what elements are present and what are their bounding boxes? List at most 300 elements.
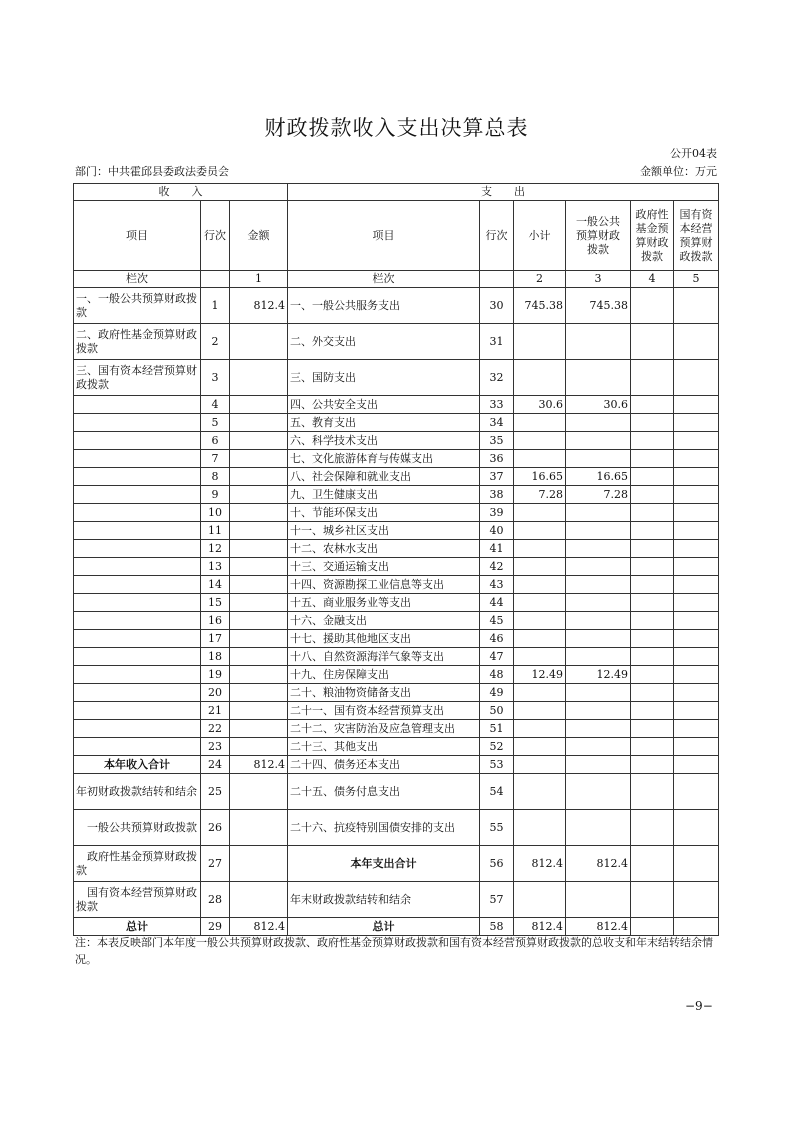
income-row-no: 25 [201,774,230,810]
general-budget-amount [566,504,631,522]
expense-item: 年末财政拨款结转和结余 [288,882,480,918]
income-item [74,576,201,594]
general-budget-amount [566,522,631,540]
expense-item: 十七、援助其他地区支出 [288,630,480,648]
subtotal-amount: 745.38 [514,288,566,324]
general-budget-amount [566,432,631,450]
expense-item: 二十二、灾害防治及应急管理支出 [288,720,480,738]
column-header-row [74,201,719,271]
gov-fund-amount [631,918,674,936]
gov-fund-amount [631,738,674,756]
table-row [74,540,719,558]
income-amount: 812.4 [230,918,288,936]
gov-fund-amount [631,666,674,684]
general-budget-amount: 16.65 [566,468,631,486]
general-budget-amount [566,648,631,666]
soe-capital-amount [674,450,719,468]
table-row [74,666,719,684]
income-item [74,432,201,450]
general-budget-amount [566,594,631,612]
income-amount [230,576,288,594]
subtotal-amount [514,414,566,432]
general-budget-amount [566,414,631,432]
income-amount [230,360,288,396]
soe-capital-amount [674,558,719,576]
expense-row-no: 41 [480,540,514,558]
gov-fund-amount [631,612,674,630]
soe-capital-amount [674,882,719,918]
table-note: 注：本表反映部门本年度一般公共预算财政拨款、政府性基金预算财政拨款和国有资本经营预算财政拨款的总收支和年末结转结余情况。 [75,936,713,966]
expense-item: 总计 [288,918,480,936]
income-item [74,468,201,486]
soe-capital-amount [674,774,719,810]
soe-capital-amount [674,504,719,522]
income-amount [230,666,288,684]
soe-capital-amount [674,630,719,648]
income-row-no: 6 [201,432,230,450]
table-row [74,468,719,486]
income-item [74,702,201,720]
income-item: 一、一般公共预算财政拨款 [74,288,201,324]
expense-item: 三、国防支出 [288,360,480,396]
income-amount [230,540,288,558]
table-row [74,486,719,504]
expense-row-no: 48 [480,666,514,684]
col-header-expense-item: 项目 [288,201,480,271]
page-number: −9− [685,999,713,1013]
income-row-no: 18 [201,648,230,666]
gov-fund-amount [631,558,674,576]
general-budget-amount [566,612,631,630]
soe-capital-amount [674,612,719,630]
gov-fund-amount [631,702,674,720]
income-amount [230,324,288,360]
general-budget-amount [566,540,631,558]
general-budget-amount [566,702,631,720]
general-budget-amount [566,324,631,360]
general-budget-amount [566,360,631,396]
income-item: 政府性基金预算财政拨款 [74,846,201,882]
table-row [74,414,719,432]
expense-row-no: 54 [480,774,514,810]
col-header-income-row-no: 行次 [201,201,230,271]
income-row-no: 12 [201,540,230,558]
income-item [74,450,201,468]
subtotal-amount [514,594,566,612]
table-row [74,450,719,468]
subtotal-amount [514,504,566,522]
gov-fund-amount [631,324,674,360]
soe-capital-amount [674,324,719,360]
expense-row-no: 31 [480,324,514,360]
expense-row-no: 56 [480,846,514,882]
gov-fund-amount [631,594,674,612]
table-row [74,324,719,360]
income-row-no: 10 [201,504,230,522]
table-row [74,558,719,576]
expense-row-no: 33 [480,396,514,414]
expense-row-no: 36 [480,450,514,468]
income-amount [230,810,288,846]
table-row [74,846,719,882]
subtotal-amount: 16.65 [514,468,566,486]
general-budget-amount [566,756,631,774]
expense-row-no: 43 [480,576,514,594]
table-row [74,576,719,594]
income-amount [230,774,288,810]
expense-item: 十八、自然资源海洋气象等支出 [288,648,480,666]
subtotal-amount [514,702,566,720]
income-group-header: 收 入 [74,184,288,201]
general-budget-amount [566,738,631,756]
gov-fund-amount [631,468,674,486]
expense-item: 六、科学技术支出 [288,432,480,450]
subtotal-amount [514,882,566,918]
table-row [74,810,719,846]
gov-fund-amount [631,288,674,324]
table-row [74,720,719,738]
income-item [74,594,201,612]
income-item [74,738,201,756]
col-index-3: 3 [566,271,631,288]
expense-item: 八、社会保障和就业支出 [288,468,480,486]
subtotal-amount [514,684,566,702]
expense-row-no: 42 [480,558,514,576]
subtotal-amount: 12.49 [514,666,566,684]
income-row-no: 26 [201,810,230,846]
income-amount [230,630,288,648]
gov-fund-amount [631,774,674,810]
col-header-subtotal: 小计 [514,201,566,271]
subtotal-amount [514,576,566,594]
general-budget-amount: 745.38 [566,288,631,324]
income-item [74,648,201,666]
expense-row-no: 32 [480,360,514,396]
gov-fund-amount [631,486,674,504]
general-budget-amount [566,882,631,918]
income-row-no: 2 [201,324,230,360]
income-row-no: 20 [201,684,230,702]
soe-capital-amount [674,756,719,774]
gov-fund-amount [631,396,674,414]
income-row-no: 24 [201,756,230,774]
gov-fund-amount [631,360,674,396]
gov-fund-amount [631,756,674,774]
col-header-expense-row-no: 行次 [480,201,514,271]
income-row-no: 8 [201,468,230,486]
income-amount [230,612,288,630]
gov-fund-amount [631,648,674,666]
subtotal-amount [514,522,566,540]
expense-item: 十六、金融支出 [288,612,480,630]
soe-capital-amount [674,684,719,702]
department-label: 部门：中共霍邱县委政法委员会 [75,165,229,178]
expense-row-no: 46 [480,630,514,648]
expense-item: 四、公共安全支出 [288,396,480,414]
page-title: 财政拨款收入支出决算总表 [264,116,529,140]
expense-row-no: 34 [480,414,514,432]
income-row-no: 29 [201,918,230,936]
gov-fund-amount [631,846,674,882]
income-amount [230,414,288,432]
gov-fund-amount [631,522,674,540]
subtotal-amount: 30.6 [514,396,566,414]
table-row [74,594,719,612]
subtotal-amount [514,630,566,648]
gov-fund-amount [631,684,674,702]
income-row-no: 17 [201,630,230,648]
income-row-no: 23 [201,738,230,756]
expense-item: 二十四、债务还本支出 [288,756,480,774]
soe-capital-amount [674,918,719,936]
general-budget-amount: 7.28 [566,486,631,504]
income-item: 总计 [74,918,201,936]
general-budget-amount [566,684,631,702]
general-budget-amount [566,450,631,468]
soe-capital-amount [674,594,719,612]
general-budget-amount [566,810,631,846]
income-row-no: 14 [201,576,230,594]
expense-item: 一、一般公共服务支出 [288,288,480,324]
income-amount [230,486,288,504]
table-row [74,702,719,720]
expense-row-no: 44 [480,594,514,612]
table-row [74,630,719,648]
income-row-no: 19 [201,666,230,684]
income-amount [230,702,288,720]
income-item [74,522,201,540]
general-budget-amount [566,558,631,576]
expense-row-no: 50 [480,702,514,720]
table-row [74,432,719,450]
col-header-general-budget: 一般公共预算财政拨款 [566,201,631,271]
general-budget-amount: 12.49 [566,666,631,684]
income-amount [230,396,288,414]
expense-row-no: 37 [480,468,514,486]
gov-fund-amount [631,504,674,522]
soe-capital-amount [674,414,719,432]
expense-item: 九、卫生健康支出 [288,486,480,504]
expense-item: 五、教育支出 [288,414,480,432]
soe-capital-amount [674,432,719,450]
expense-row-no: 38 [480,486,514,504]
soe-capital-amount [674,540,719,558]
soe-capital-amount [674,666,719,684]
soe-capital-amount [674,396,719,414]
subtotal-amount [514,540,566,558]
income-item [74,630,201,648]
gov-fund-amount [631,576,674,594]
income-item [74,558,201,576]
income-item [74,666,201,684]
expense-row-no: 49 [480,684,514,702]
col-index-5: 5 [674,271,719,288]
col-index-1: 1 [230,271,288,288]
expense-row-no: 35 [480,432,514,450]
table-row [74,360,719,396]
soe-capital-amount [674,288,719,324]
gov-fund-amount [631,720,674,738]
subtotal-amount: 812.4 [514,918,566,936]
table-row [74,522,719,540]
income-item [74,486,201,504]
soe-capital-amount [674,648,719,666]
expense-item: 十三、交通运输支出 [288,558,480,576]
subtotal-amount [514,324,566,360]
table-row [74,612,719,630]
income-amount [230,738,288,756]
subtotal-amount: 812.4 [514,846,566,882]
column-index-row [74,271,719,288]
expense-item: 二十五、债务付息支出 [288,774,480,810]
income-row-no: 16 [201,612,230,630]
col-index-empty [201,271,230,288]
income-row-no: 9 [201,486,230,504]
soe-capital-amount [674,468,719,486]
soe-capital-amount [674,810,719,846]
soe-capital-amount [674,522,719,540]
expense-item: 十一、城乡社区支出 [288,522,480,540]
income-item [74,684,201,702]
col-index-empty [480,271,514,288]
general-budget-amount [566,720,631,738]
general-budget-amount: 812.4 [566,918,631,936]
appropriation-summary-table [73,183,719,936]
expense-group-header: 支 出 [288,184,719,201]
income-amount [230,882,288,918]
group-header-row [74,184,719,201]
table-row [74,684,719,702]
expense-item: 十五、商业服务业等支出 [288,594,480,612]
expense-row-no: 57 [480,882,514,918]
col-index-2: 2 [514,271,566,288]
soe-capital-amount [674,738,719,756]
subtotal-amount [514,720,566,738]
expense-row-no: 55 [480,810,514,846]
expense-row-no: 53 [480,756,514,774]
subtotal-amount [514,450,566,468]
income-item [74,504,201,522]
soe-capital-amount [674,360,719,396]
expense-item: 二、外交支出 [288,324,480,360]
expense-row-no: 52 [480,738,514,756]
income-amount [230,450,288,468]
income-amount [230,720,288,738]
expense-row-no: 39 [480,504,514,522]
expense-item: 二十三、其他支出 [288,738,480,756]
col-header-soe-capital: 国有资本经营预算财政拨款 [674,201,719,271]
income-row-no: 1 [201,288,230,324]
income-item [74,414,201,432]
expense-row-no: 45 [480,612,514,630]
income-amount [230,432,288,450]
income-amount [230,846,288,882]
subtotal-amount: 7.28 [514,486,566,504]
expense-row-no: 51 [480,720,514,738]
subtotal-amount [514,774,566,810]
general-budget-amount: 30.6 [566,396,631,414]
col-header-income-item: 项目 [74,201,201,271]
subtotal-amount [514,612,566,630]
col-header-gov-fund: 政府性基金预算财政拨款 [631,201,674,271]
table-row [74,738,719,756]
subtotal-amount [514,432,566,450]
expense-item: 二十一、国有资本经营预算支出 [288,702,480,720]
expense-row-no: 40 [480,522,514,540]
income-row-no: 11 [201,522,230,540]
expense-row-no: 47 [480,648,514,666]
subtotal-amount [514,648,566,666]
income-item: 二、政府性基金预算财政拨款 [74,324,201,360]
income-item [74,720,201,738]
income-row-no: 22 [201,720,230,738]
income-item: 国有资本经营预算财政拨款 [74,882,201,918]
table-row [74,756,719,774]
gov-fund-amount [631,450,674,468]
col-index-label-left: 栏次 [74,271,201,288]
expense-item: 十、节能环保支出 [288,504,480,522]
expense-item: 十二、农林水支出 [288,540,480,558]
income-row-no: 7 [201,450,230,468]
income-row-no: 28 [201,882,230,918]
form-number: 公开04表 [670,147,717,160]
subtotal-amount [514,558,566,576]
income-item [74,396,201,414]
expense-item: 十九、住房保障支出 [288,666,480,684]
soe-capital-amount [674,846,719,882]
income-row-no: 27 [201,846,230,882]
income-amount [230,558,288,576]
amount-unit-label: 金额单位：万元 [640,165,717,178]
income-amount [230,684,288,702]
table-row [74,396,719,414]
income-item: 年初财政拨款结转和结余 [74,774,201,810]
col-header-income-amount: 金额 [230,201,288,271]
table-row [74,882,719,918]
income-amount [230,468,288,486]
income-row-no: 5 [201,414,230,432]
gov-fund-amount [631,630,674,648]
gov-fund-amount [631,540,674,558]
table-row [74,288,719,324]
income-item: 本年收入合计 [74,756,201,774]
income-row-no: 15 [201,594,230,612]
expense-item: 本年支出合计 [288,846,480,882]
general-budget-amount [566,774,631,810]
expense-row-no: 30 [480,288,514,324]
soe-capital-amount [674,702,719,720]
income-amount [230,648,288,666]
subtotal-amount [514,738,566,756]
income-row-no: 4 [201,396,230,414]
general-budget-amount [566,630,631,648]
income-row-no: 13 [201,558,230,576]
income-amount [230,522,288,540]
col-index-4: 4 [631,271,674,288]
gov-fund-amount [631,810,674,846]
expense-item: 二十六、抗疫特别国债安排的支出 [288,810,480,846]
expense-item: 十四、资源勘探工业信息等支出 [288,576,480,594]
table-row [74,504,719,522]
income-item [74,540,201,558]
gov-fund-amount [631,414,674,432]
subtotal-amount [514,810,566,846]
expense-item: 七、文化旅游体育与传媒支出 [288,450,480,468]
general-budget-amount [566,576,631,594]
col-index-label-right: 栏次 [288,271,480,288]
subtotal-amount [514,360,566,396]
income-item: 三、国有资本经营预算财政拨款 [74,360,201,396]
